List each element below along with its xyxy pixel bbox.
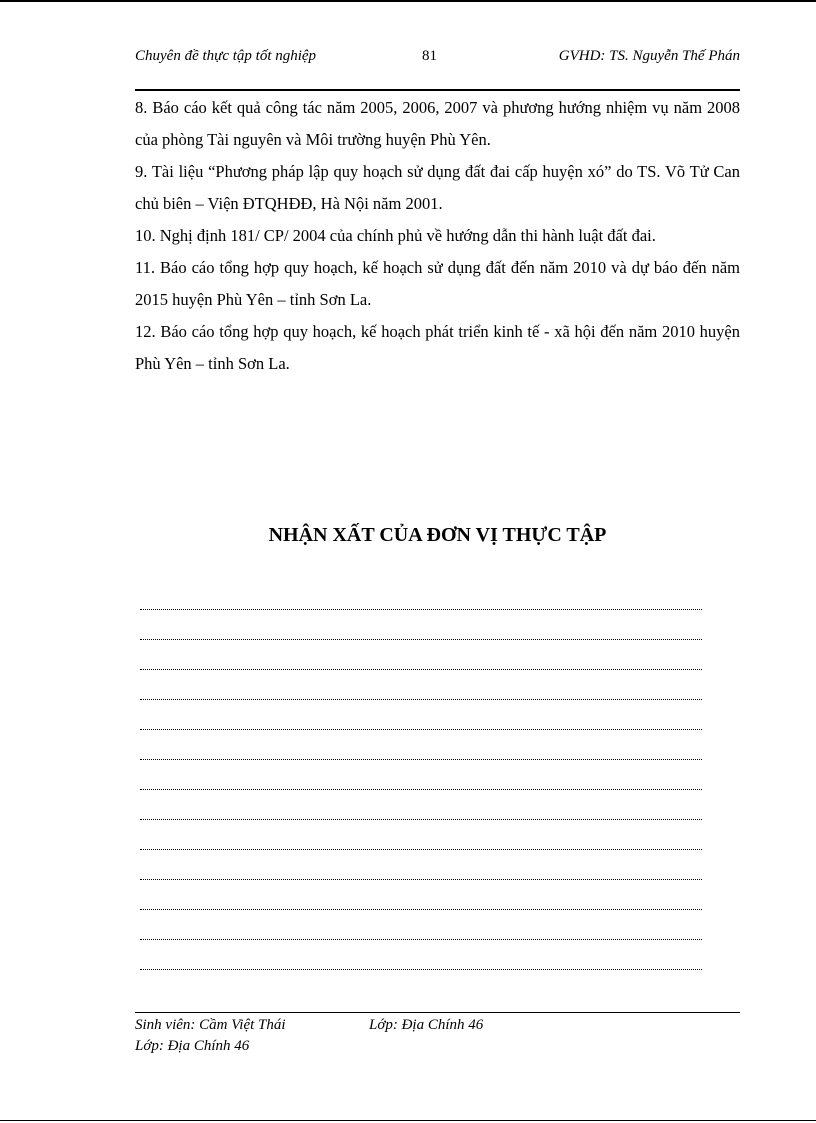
reference-item-10: 10. Nghị định 181/ CP/ 2004 của chính phủ về hướng dẫn thi hành luật đất đai. (135, 226, 656, 245)
footer-class: Lớp: Địa Chính 46 (369, 1017, 484, 1033)
section-title: NHẬN XẤT CỦA ĐƠN VỊ THỰC TẬP (268, 524, 607, 546)
header-document-type: Chuyên đề thực tập tốt nghiệp (135, 48, 317, 64)
comment-line (140, 805, 702, 835)
comment-line (140, 595, 702, 625)
comment-line (140, 895, 702, 925)
reference-item-12: 12. Báo cáo tổng hợp quy hoạch, kế hoạch phát triển kinh tế - xã hội đến năm 2010 huyện Phù Yên – tỉnh Sơn La. (135, 322, 740, 373)
comment-line (140, 865, 702, 895)
top-border (0, 0, 816, 2)
comment-line (140, 835, 702, 865)
footer-divider (135, 1012, 740, 1013)
page-number: 81 (422, 48, 437, 64)
footer-class-repeat: Lớp: Địa Chính 46 (135, 1038, 250, 1054)
reference-item-9: 9. Tài liệu “Phương pháp lập quy hoạch sử dụng đất đai cấp huyện xó” do TS. Võ Tử Can chủ biên – Viện ĐTQHĐĐ, Hà Nội năm 2001. (135, 162, 740, 213)
comment-lines (140, 595, 702, 985)
comment-line (140, 715, 702, 745)
comment-line (140, 925, 702, 955)
comment-line (140, 745, 702, 775)
bottom-border (0, 1120, 816, 1121)
comment-line (140, 625, 702, 655)
reference-item-8: 8. Báo cáo kết quả công tác năm 2005, 2006, 2007 và phương hướng nhiệm vụ năm 2008 của phòng Tài nguyên và Môi trường huyện Phù Yên. (135, 98, 740, 149)
footer-student-name: Sinh viên: Cầm Việt Thái (135, 1017, 286, 1033)
comment-line (140, 955, 702, 985)
comment-line (140, 775, 702, 805)
page-header (135, 48, 740, 70)
header-supervisor: GVHD: TS. Nguyễn Thế Phán (558, 48, 740, 64)
header-divider (135, 89, 740, 91)
reference-list (135, 92, 740, 380)
comment-line (140, 655, 702, 685)
reference-item-11: 11. Báo cáo tổng hợp quy hoạch, kế hoạch sử dụng đất đến năm 2010 và dự báo đến năm 2015 huyện Phù Yên – tỉnh Sơn La. (135, 258, 740, 309)
comment-line (140, 685, 702, 715)
